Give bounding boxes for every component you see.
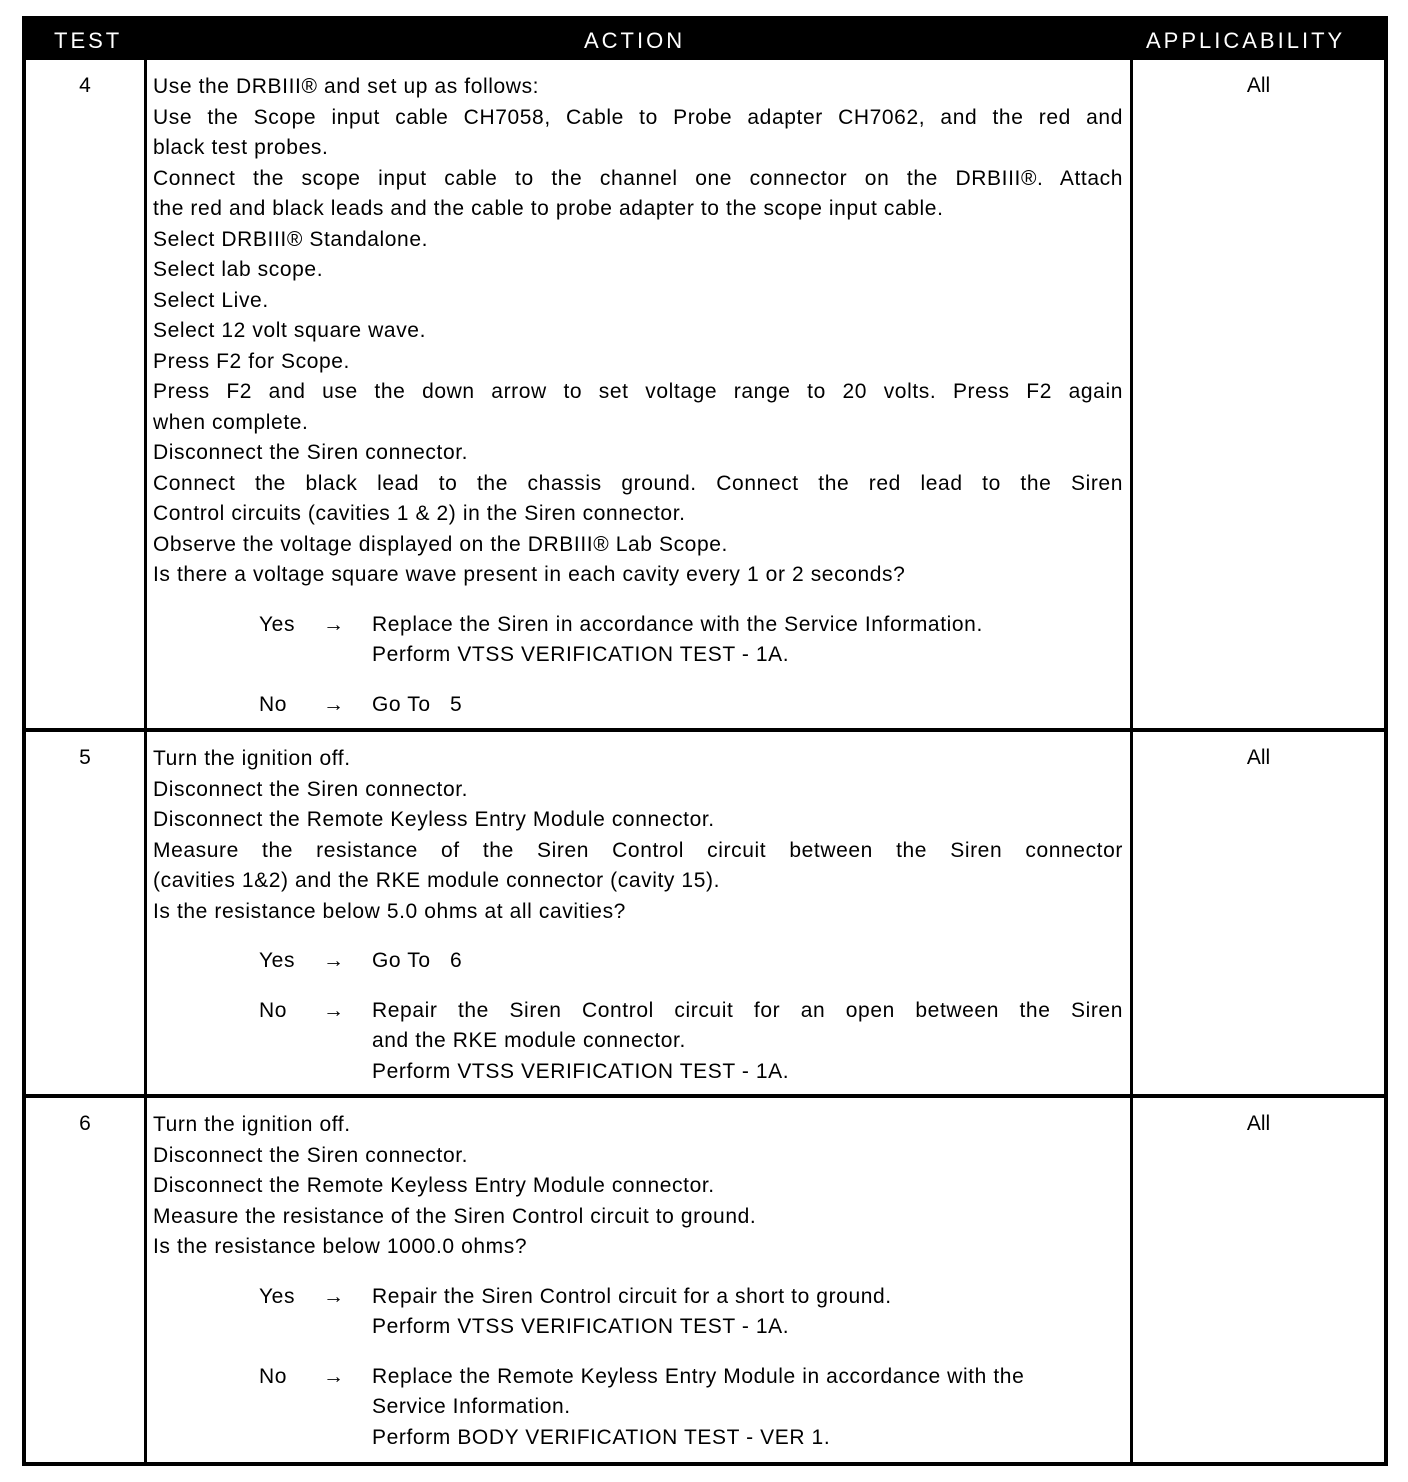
yes-label: Yes bbox=[259, 612, 296, 636]
answer-line: Perform VTSS VERIFICATION TEST - 1A. bbox=[372, 643, 790, 666]
answers bbox=[153, 610, 1123, 721]
action-line: Disconnect the Siren connector. bbox=[153, 441, 469, 464]
column-divider bbox=[1130, 60, 1133, 728]
action-line: Control circuits (cavities 1 & 2) in the Siren connector. bbox=[153, 502, 686, 525]
yes-label: Yes bbox=[259, 949, 296, 972]
answers bbox=[153, 1282, 1123, 1454]
right-arrow-icon: → bbox=[323, 692, 345, 716]
action-line: Use the DRBIII® and set up as follows: bbox=[153, 75, 540, 98]
action-line: when complete. bbox=[153, 410, 309, 434]
table-header bbox=[26, 20, 1384, 60]
applicability-value: All bbox=[1246, 74, 1271, 97]
action-line: Select DRBIII® Standalone. bbox=[153, 227, 429, 251]
answer-line: and the RKE module connector. bbox=[372, 1029, 686, 1052]
answer-line: Go To 6 bbox=[372, 949, 463, 972]
action-line: Is there a voltage square wave present in each cavity every 1 or 2 seconds? bbox=[153, 563, 906, 586]
no-label: No bbox=[259, 998, 288, 1022]
yes-label: Yes bbox=[259, 1284, 296, 1308]
action-line: Measure the resistance of the Siren Control circuit between the Siren connector bbox=[153, 838, 1123, 862]
right-arrow-icon: → bbox=[323, 612, 345, 636]
answers bbox=[153, 946, 1123, 1087]
right-arrow-icon: → bbox=[323, 1364, 345, 1388]
action-line: Select Live. bbox=[153, 288, 269, 312]
column-divider bbox=[144, 732, 147, 1094]
action-line: Select 12 volt square wave. bbox=[153, 319, 427, 342]
header-applicability: APPLICABILITY bbox=[1146, 28, 1346, 53]
answer-line: Perform VTSS VERIFICATION TEST - 1A. bbox=[372, 1315, 790, 1338]
right-arrow-icon: → bbox=[323, 998, 345, 1022]
answer-line: Perform VTSS VERIFICATION TEST - 1A. bbox=[372, 1059, 790, 1083]
answer-yes bbox=[153, 946, 1123, 977]
action-line: the red and black leads and the cable to probe adapter to the scope input cable. bbox=[153, 197, 944, 220]
action-line: Disconnect the Siren connector. bbox=[153, 1143, 469, 1167]
applicability-value: All bbox=[1246, 746, 1271, 769]
action-line: Select lab scope. bbox=[153, 258, 324, 281]
answer-line: Repair the Siren Control circuit for an open between the Siren bbox=[372, 998, 1123, 1022]
answer-no bbox=[153, 996, 1123, 1088]
column-divider bbox=[144, 1098, 147, 1462]
action-line: Press F2 for Scope. bbox=[153, 349, 350, 373]
action-line: (cavities 1&2) and the RKE module connector (cavity 15). bbox=[153, 869, 721, 892]
header-test: TEST bbox=[54, 28, 123, 53]
action-line: Press F2 and use the down arrow to set voltage range to 20 volts. Press F2 again bbox=[153, 380, 1123, 403]
test-number: 5 bbox=[79, 746, 91, 769]
diagnostic-table bbox=[22, 16, 1388, 1466]
table-row-test-6 bbox=[26, 1098, 1384, 1462]
right-arrow-icon: → bbox=[323, 1284, 345, 1308]
action-line: Is the resistance below 5.0 ohms at all cavities? bbox=[153, 899, 626, 923]
action-text bbox=[153, 72, 1123, 739]
answer-no bbox=[153, 690, 1123, 721]
no-label: No bbox=[259, 1364, 288, 1388]
header-action: ACTION bbox=[584, 28, 686, 53]
action-line: Observe the voltage displayed on the DRBIII® Lab Scope. bbox=[153, 532, 728, 556]
action-text bbox=[153, 744, 1123, 1106]
action-line: Disconnect the Remote Keyless Entry Module connector. bbox=[153, 808, 715, 831]
table-row-test-4 bbox=[26, 60, 1384, 728]
answer-line: Replace the Remote Keyless Entry Module in accordance with the bbox=[372, 1364, 1025, 1388]
column-divider bbox=[144, 60, 147, 728]
action-line: Use the Scope input cable CH7058, Cable to Probe adapter CH7062, and the red and bbox=[153, 105, 1123, 129]
answer-no bbox=[153, 1362, 1123, 1454]
action-line: black test probes. bbox=[153, 136, 329, 159]
test-number: 4 bbox=[79, 74, 91, 97]
answer-yes bbox=[153, 1282, 1123, 1343]
answer-yes bbox=[153, 610, 1123, 671]
answer-line: Replace the Siren in accordance with the Service Information. bbox=[372, 612, 983, 636]
action-line: Disconnect the Siren connector. bbox=[153, 777, 469, 801]
action-line: Connect the black lead to the chassis ground. Connect the red lead to the Siren bbox=[153, 471, 1123, 495]
no-label: No bbox=[259, 692, 288, 716]
test-number: 6 bbox=[79, 1112, 91, 1135]
answer-line: Perform BODY VERIFICATION TEST - VER 1. bbox=[372, 1425, 831, 1449]
applicability-value: All bbox=[1246, 1112, 1271, 1135]
right-arrow-icon: → bbox=[323, 949, 345, 972]
action-line: Is the resistance below 1000.0 ohms? bbox=[153, 1235, 528, 1258]
answer-line: Service Information. bbox=[372, 1395, 571, 1418]
column-divider bbox=[1130, 1098, 1133, 1462]
answer-line: Repair the Siren Control circuit for a short to ground. bbox=[372, 1284, 892, 1308]
column-divider bbox=[1130, 732, 1133, 1094]
action-line: Turn the ignition off. bbox=[153, 1113, 351, 1136]
action-line: Measure the resistance of the Siren Control circuit to ground. bbox=[153, 1204, 757, 1228]
action-line: Turn the ignition off. bbox=[153, 747, 351, 770]
action-text bbox=[153, 1110, 1123, 1472]
action-line: Connect the scope input cable to the channel one connector on the DRBIII®. Attach bbox=[153, 166, 1123, 190]
answer-line: Go To 5 bbox=[372, 692, 463, 716]
action-line: Disconnect the Remote Keyless Entry Module connector. bbox=[153, 1174, 715, 1197]
table-row-test-5 bbox=[26, 732, 1384, 1094]
